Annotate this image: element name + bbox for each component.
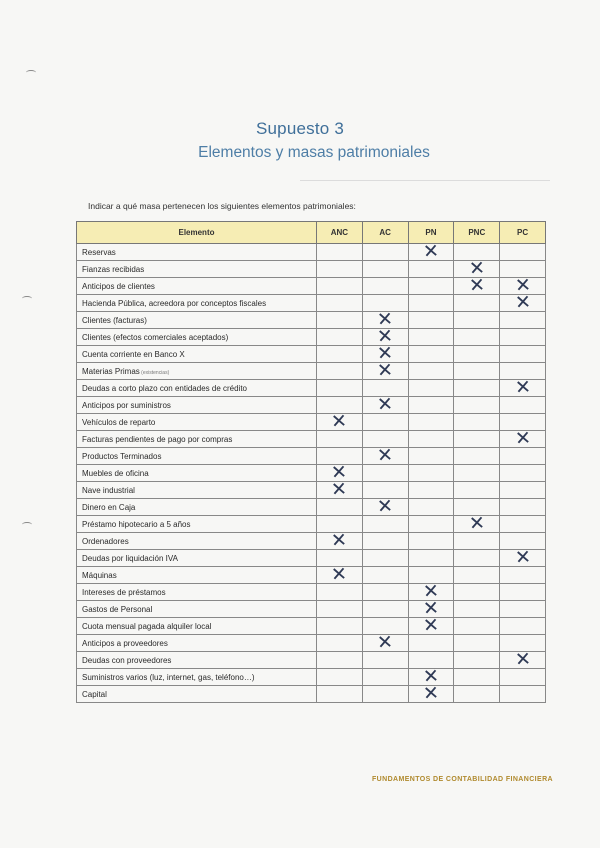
cell-pc xyxy=(500,448,546,465)
cell-pnc xyxy=(454,465,500,482)
cell-anc xyxy=(317,346,363,363)
cell-ac xyxy=(362,244,408,261)
cell-anc xyxy=(317,363,363,380)
handwritten-x-mark: ✕ xyxy=(330,528,349,553)
element-label: Clientes (efectos comerciales aceptados) xyxy=(82,332,229,342)
cell-pn xyxy=(408,550,454,567)
cell-anc xyxy=(317,562,363,587)
cell-anc xyxy=(317,244,363,261)
element-label: Deudas con proveedores xyxy=(82,655,172,665)
punch-mark xyxy=(22,522,32,527)
element-label: Suministros varios (luz, internet, gas, teléfono…) xyxy=(82,672,255,682)
handwritten-x-mark: ✕ xyxy=(376,324,394,349)
cell-pn xyxy=(408,312,454,329)
element-label: Anticipos a proveedores xyxy=(82,638,168,648)
column-header-elemento: Elemento xyxy=(77,222,317,244)
handwritten-x-mark: ✕ xyxy=(376,341,394,366)
cell-ac xyxy=(362,601,408,618)
cell-anc xyxy=(317,618,363,635)
cell-pc xyxy=(500,516,546,533)
table-row xyxy=(77,295,546,312)
cell-pnc xyxy=(454,414,500,431)
cell-pnc xyxy=(454,533,500,550)
cell-pc xyxy=(500,669,546,686)
cell-pc xyxy=(500,346,546,363)
cell-pnc xyxy=(454,550,500,567)
table-row xyxy=(77,312,546,329)
cell-pn xyxy=(408,482,454,499)
element-cell xyxy=(77,329,317,346)
handwritten-x-mark: ✕ xyxy=(468,511,486,536)
element-cell xyxy=(77,686,317,703)
table-row xyxy=(77,686,546,703)
cell-anc xyxy=(317,312,363,329)
handwritten-x-mark: ✕ xyxy=(376,494,394,519)
cell-pn xyxy=(408,516,454,533)
cell-pnc xyxy=(454,584,500,601)
table-row xyxy=(77,482,546,499)
table-row xyxy=(77,329,546,346)
cell-ac xyxy=(362,652,408,669)
cell-anc xyxy=(317,499,363,516)
cell-anc xyxy=(317,261,363,278)
element-label: Dinero en Caja xyxy=(82,502,136,512)
cell-pnc xyxy=(454,380,500,397)
cell-ac xyxy=(362,443,408,468)
cell-pc xyxy=(500,397,546,414)
column-header-pnc: PNC xyxy=(454,222,500,244)
cell-anc xyxy=(317,528,363,553)
cell-pc xyxy=(500,329,546,346)
cell-pnc xyxy=(454,601,500,618)
cell-ac xyxy=(362,550,408,567)
cell-pn xyxy=(408,346,454,363)
element-label: Capital xyxy=(82,689,107,699)
cell-pn xyxy=(408,363,454,380)
handwritten-x-mark: ✕ xyxy=(513,375,532,400)
cell-pc xyxy=(500,686,546,703)
cell-pnc xyxy=(454,329,500,346)
element-label: Anticipos por suministros xyxy=(82,400,171,410)
element-label: Deudas por liquidación IVA xyxy=(82,553,178,563)
table-row xyxy=(77,635,546,652)
cell-ac xyxy=(362,567,408,584)
element-label: Muebles de oficina xyxy=(82,468,149,478)
cell-pc xyxy=(500,601,546,618)
handwritten-x-mark: ✕ xyxy=(513,647,532,672)
cell-anc xyxy=(317,380,363,397)
element-cell xyxy=(77,499,317,516)
handwritten-x-mark: ✕ xyxy=(422,664,440,689)
cell-pnc xyxy=(454,397,500,414)
table-row xyxy=(77,397,546,414)
cell-pn xyxy=(408,465,454,482)
table-row xyxy=(77,414,546,431)
handwritten-x-mark: ✕ xyxy=(330,477,349,502)
cell-pn xyxy=(408,499,454,516)
cell-anc xyxy=(317,295,363,312)
cell-pn xyxy=(408,681,454,706)
punch-mark xyxy=(26,70,36,75)
column-header-pc: PC xyxy=(500,222,546,244)
cell-pnc xyxy=(454,669,500,686)
element-cell xyxy=(77,363,317,380)
cell-pc xyxy=(500,567,546,584)
cell-pnc xyxy=(454,448,500,465)
cell-pnc xyxy=(454,295,500,312)
cell-pc xyxy=(500,647,546,672)
element-cell xyxy=(77,618,317,635)
cell-pn xyxy=(408,261,454,278)
cell-pn xyxy=(408,329,454,346)
handwritten-x-mark: ✕ xyxy=(468,273,486,298)
element-label: Clientes (facturas) xyxy=(82,315,147,325)
table-row xyxy=(77,346,546,363)
cell-pc xyxy=(500,499,546,516)
table-body xyxy=(77,239,546,706)
element-cell xyxy=(77,584,317,601)
cell-pnc xyxy=(454,312,500,329)
cell-pn xyxy=(408,613,454,638)
element-label: Fianzas recibidas xyxy=(82,264,145,274)
element-cell xyxy=(77,261,317,278)
cell-pc xyxy=(500,584,546,601)
cell-ac xyxy=(362,358,408,383)
element-label: Intereses de préstamos xyxy=(82,587,166,597)
cell-anc xyxy=(317,669,363,686)
element-cell xyxy=(77,465,317,482)
instruction-text: Indicar a qué masa pertenecen los siguientes elementos patrimoniales: xyxy=(88,201,356,211)
handwritten-x-mark: ✕ xyxy=(376,630,394,655)
cell-pn xyxy=(408,278,454,295)
element-cell xyxy=(77,567,317,584)
element-label: Vehículos de reparto xyxy=(82,417,156,427)
classification-table-container xyxy=(76,221,546,706)
table-row xyxy=(77,550,546,567)
table-row xyxy=(77,652,546,669)
element-label: Ordenadores xyxy=(82,536,129,546)
cell-ac xyxy=(362,516,408,533)
cell-pnc xyxy=(454,511,500,536)
handwritten-x-mark: ✕ xyxy=(513,290,532,315)
handwritten-x-mark: ✕ xyxy=(330,460,349,485)
column-header-pn: PN xyxy=(408,222,454,244)
cell-anc xyxy=(317,431,363,448)
cell-pnc xyxy=(454,482,500,499)
cell-anc xyxy=(317,686,363,703)
cell-pn xyxy=(408,380,454,397)
element-label: Materias Primas xyxy=(82,366,140,376)
cell-pc xyxy=(500,426,546,451)
element-cell xyxy=(77,397,317,414)
table-row xyxy=(77,448,546,465)
handwritten-x-mark: ✕ xyxy=(513,273,532,298)
handwritten-x-mark: ✕ xyxy=(376,307,394,332)
cell-anc xyxy=(317,652,363,669)
handwritten-x-mark: ✕ xyxy=(330,409,349,434)
element-label: Hacienda Pública, acreedora por conceptos fiscales xyxy=(82,298,267,308)
element-cell xyxy=(77,346,317,363)
element-cell xyxy=(77,414,317,431)
element-cell xyxy=(77,244,317,261)
table-row xyxy=(77,567,546,584)
classification-table xyxy=(76,221,546,706)
element-cell xyxy=(77,669,317,686)
footer-text: FUNDAMENTOS DE CONTABILIDAD FINANCIERA xyxy=(372,776,553,783)
element-label: Préstamo hipotecario a 5 años xyxy=(82,519,191,529)
cell-pnc xyxy=(454,346,500,363)
cell-pc xyxy=(500,312,546,329)
handwritten-x-mark: ✕ xyxy=(422,579,440,604)
handwritten-x-mark: ✕ xyxy=(422,613,440,638)
element-cell xyxy=(77,482,317,499)
cell-anc xyxy=(317,635,363,652)
element-label: Gastos de Personal xyxy=(82,604,153,614)
cell-ac xyxy=(362,669,408,686)
handwritten-x-mark: ✕ xyxy=(376,443,394,468)
cell-pn xyxy=(408,431,454,448)
table-row xyxy=(77,533,546,550)
column-header-ac: AC xyxy=(362,222,408,244)
table-row xyxy=(77,516,546,533)
table-header-row xyxy=(77,222,546,244)
cell-pn xyxy=(408,635,454,652)
cell-anc xyxy=(317,329,363,346)
cell-pnc xyxy=(454,431,500,448)
cell-anc xyxy=(317,601,363,618)
table-row xyxy=(77,431,546,448)
divider xyxy=(300,180,550,181)
cell-pn xyxy=(408,448,454,465)
cell-ac xyxy=(362,494,408,519)
element-cell xyxy=(77,601,317,618)
element-label: Facturas pendientes de pago por compras xyxy=(82,434,233,444)
handwritten-x-mark: ✕ xyxy=(422,681,440,706)
handwritten-x-mark: ✕ xyxy=(422,596,440,621)
table-row xyxy=(77,584,546,601)
cell-anc xyxy=(317,584,363,601)
element-label: Reservas xyxy=(82,247,116,257)
table-row xyxy=(77,669,546,686)
handwritten-x-mark: ✕ xyxy=(513,426,532,451)
element-cell xyxy=(77,431,317,448)
cell-pnc xyxy=(454,567,500,584)
element-label: Anticipos de clientes xyxy=(82,281,155,291)
cell-pnc xyxy=(454,652,500,669)
table-row xyxy=(77,380,546,397)
cell-pc xyxy=(500,290,546,315)
element-cell xyxy=(77,380,317,397)
cell-pc xyxy=(500,375,546,400)
cell-anc xyxy=(317,409,363,434)
element-cell xyxy=(77,516,317,533)
element-cell xyxy=(77,295,317,312)
cell-pc xyxy=(500,482,546,499)
cell-pnc xyxy=(454,618,500,635)
table-row xyxy=(77,601,546,618)
table-row xyxy=(77,618,546,635)
element-cell xyxy=(77,448,317,465)
cell-pc xyxy=(500,244,546,261)
cell-ac xyxy=(362,414,408,431)
cell-anc xyxy=(317,278,363,295)
cell-pc xyxy=(500,465,546,482)
element-label: Cuota mensual pagada alquiler local xyxy=(82,621,212,631)
element-cell xyxy=(77,533,317,550)
punch-mark xyxy=(22,296,32,301)
cell-ac xyxy=(362,278,408,295)
cell-ac xyxy=(362,630,408,655)
element-label: Máquinas xyxy=(82,570,117,580)
cell-ac xyxy=(362,392,408,417)
handwritten-x-mark: ✕ xyxy=(513,545,532,570)
table-row xyxy=(77,278,546,295)
element-label: Nave industrial xyxy=(82,485,135,495)
cell-ac xyxy=(362,686,408,703)
column-header-anc: ANC xyxy=(317,222,363,244)
cell-ac xyxy=(362,533,408,550)
table-row xyxy=(77,363,546,380)
handwritten-x-mark: ✕ xyxy=(376,392,394,417)
handwritten-x-mark: ✕ xyxy=(468,256,486,281)
handwritten-x-mark: ✕ xyxy=(422,239,440,264)
element-note: (existencias) xyxy=(139,369,170,376)
handwritten-x-mark: ✕ xyxy=(330,562,349,587)
handwritten-x-mark: ✕ xyxy=(376,358,394,383)
cell-pnc xyxy=(454,635,500,652)
cell-ac xyxy=(362,465,408,482)
element-label: Cuenta corriente en Banco X xyxy=(82,349,185,359)
cell-anc xyxy=(317,477,363,502)
cell-pc xyxy=(500,618,546,635)
cell-pn xyxy=(408,414,454,431)
element-cell xyxy=(77,312,317,329)
cell-pnc xyxy=(454,363,500,380)
page-subtitle: Elementos y masas patrimoniales xyxy=(198,144,430,161)
element-cell xyxy=(77,278,317,295)
page-title: Supuesto 3 xyxy=(255,119,344,138)
element-label: Deudas a corto plazo con entidades de crédito xyxy=(82,383,247,393)
cell-ac xyxy=(362,584,408,601)
cell-pnc xyxy=(454,686,500,703)
element-cell xyxy=(77,652,317,669)
cell-pn xyxy=(408,397,454,414)
cell-pn xyxy=(408,295,454,312)
element-label: Productos Terminados xyxy=(82,451,162,461)
cell-pc xyxy=(500,545,546,570)
element-cell xyxy=(77,635,317,652)
cell-pn xyxy=(408,533,454,550)
cell-pn xyxy=(408,239,454,264)
cell-ac xyxy=(362,261,408,278)
cell-pnc xyxy=(454,273,500,298)
table-row xyxy=(77,465,546,482)
element-cell xyxy=(77,550,317,567)
